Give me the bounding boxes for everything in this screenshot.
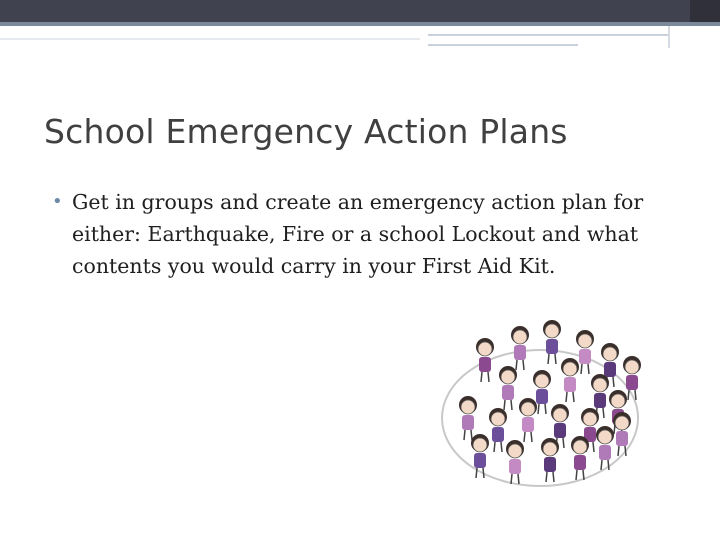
header-accent-rule bbox=[428, 34, 668, 36]
slide-title: School Emergency Action Plans bbox=[44, 112, 568, 151]
header-accent-line bbox=[0, 22, 720, 26]
header-bar bbox=[0, 0, 720, 22]
bullet-item: Get in groups and create an emergency action plan for either: Earthquake, Fire or a school Lockout and what contents you would carry in your First Aid Kit. bbox=[72, 190, 644, 278]
header-bar-corner bbox=[690, 0, 720, 22]
bullet-marker: • bbox=[52, 191, 63, 212]
header-accent-tick bbox=[668, 26, 670, 48]
header-accent-rule-short bbox=[428, 44, 578, 46]
bullet-list bbox=[54, 186, 654, 282]
crowd-of-people-illustration bbox=[440, 318, 650, 494]
header-faint-rule bbox=[0, 38, 420, 40]
